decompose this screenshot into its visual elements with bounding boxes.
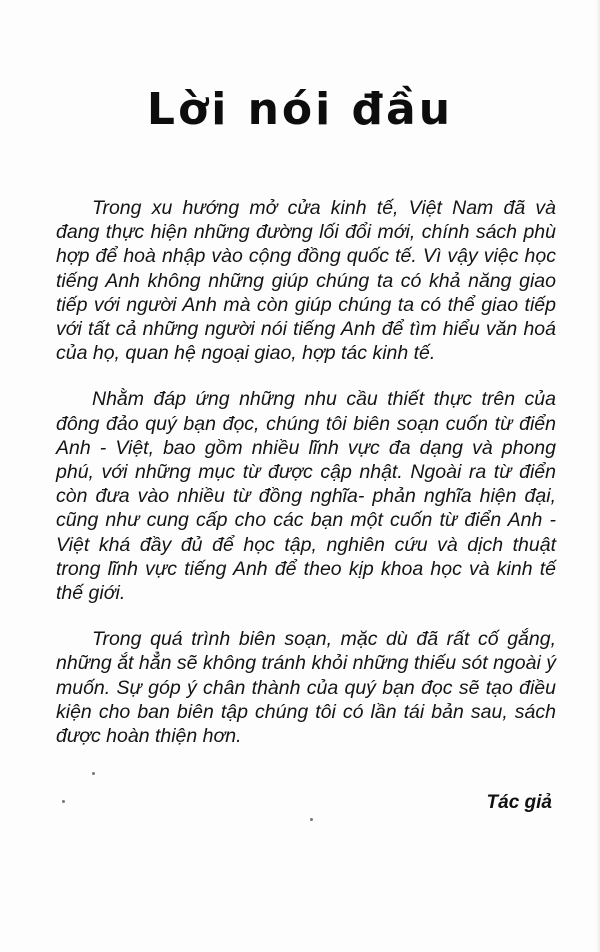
paragraph-2: Nhằm đáp ứng những nhu cầu thiết thực trên của đông đảo quý bạn đọc, chúng tôi biên soạn cuốn từ điển Anh - Việt, bao gồm nhiều lĩnh vực đa dạng và phong phú, với những mục từ được cập nhật. Ngoài ra từ điển còn đưa vào nhiều từ đồng nghĩa- phản nghĩa hiện đại, cũng như cung cấp cho các bạn một cuốn từ điển Anh - Việt khá đầy đủ để học tập, nghiên cứu và dịch thuật trong lĩnh vực tiếng Anh để theo kịp khoa học và kinh tế thế giới. xyxy=(56,388,556,605)
author-signature: Tác giả xyxy=(486,792,552,813)
page-title: Lời nói đầu xyxy=(146,84,454,135)
page-edge-shadow xyxy=(596,0,600,952)
paragraph-3: Trong quá trình biên soạn, mặc dù đã rất cố gắng, những ắt hẳn sẽ không tránh khỏi những thiếu sót ngoài ý muốn. Sự góp ý chân thành của quý bạn đọc sẽ tạo điều kiện cho ban biên tập chúng tôi có lần tái bản sau, sách được hoàn thiện hơn. xyxy=(56,628,556,748)
scan-speck xyxy=(92,772,95,775)
scan-speck xyxy=(310,818,313,821)
preface-body xyxy=(56,196,556,770)
paragraph-1: Trong xu hướng mở cửa kinh tế, Việt Nam đã và đang thực hiện những đường lối đổi mới, chính sách phù hợp để hoà nhập vào cộng đồng quốc tế. Vì vậy việc học tiếng Anh không những giúp chúng ta có khả năng giao tiếp với người Anh mà còn giúp chúng ta có thể giao tiếp với tất cả những người nói tiếng Anh để tìm hiểu văn hoá của họ, quan hệ ngoại giao, hợp tác kinh tế. xyxy=(56,197,556,365)
scan-speck xyxy=(62,800,65,803)
